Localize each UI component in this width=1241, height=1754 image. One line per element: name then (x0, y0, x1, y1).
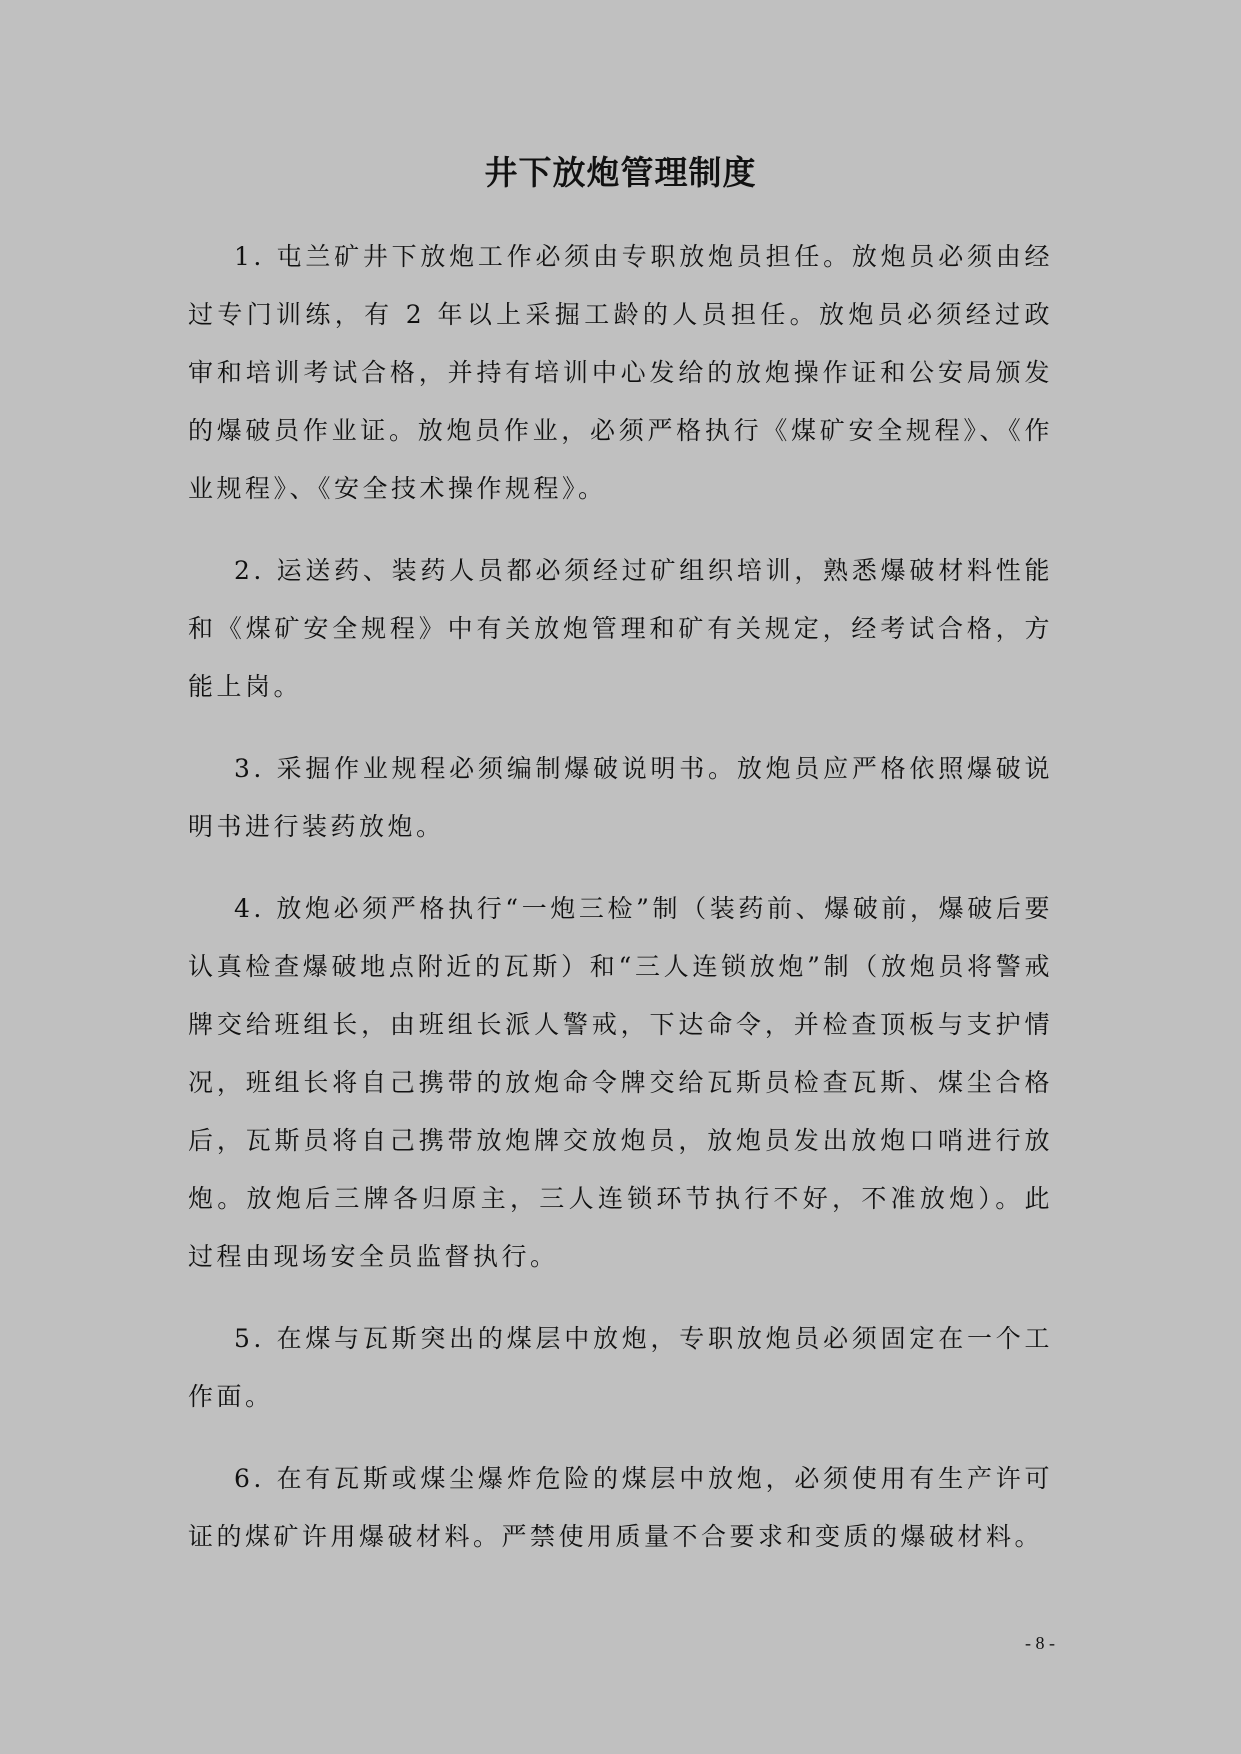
paragraph-6: 6. 在有瓦斯或煤尘爆炸危险的煤层中放炮，必须使用有生产许可证的煤矿许用爆破材料。严禁使用质量不合要求和变质的爆破材料。 (188, 1464, 1053, 1551)
paragraph-1: 1. 屯兰矿井下放炮工作必须由专职放炮员担任。放炮员必须由经过专门训练，有 2 年以上采掘工龄的人员担任。放炮员必须经过政审和培训考试合格，并持有培训中心发给的放炮操作证和公安局颁发的爆破员作业证。放炮员作业，必须严格执行《煤矿安全规程》、《作业规程》、《安全技术操作规程》。 (188, 242, 1053, 503)
page-number: - 8 - (1025, 1633, 1055, 1653)
paragraph-2: 2. 运送药、装药人员都必须经过矿组织培训，熟悉爆破材料性能和《煤矿安全规程》中有关放炮管理和矿有关规定，经考试合格，方能上岗。 (188, 556, 1053, 701)
document-body (188, 228, 1053, 1590)
document-title: 井下放炮管理制度 (484, 153, 757, 192)
paragraph-4: 4. 放炮必须严格执行“一炮三检”制（装药前、爆破前，爆破后要认真检查爆破地点附近的瓦斯）和“三人连锁放炮”制（放炮员将警戒牌交给班组长，由班组长派人警戒，下达命令，并检查顶板与支护情况，班组长将自己携带的放炮命令牌交给瓦斯员检查瓦斯、煤尘合格后，瓦斯员将自己携带放炮牌交放炮员，放炮员发出放炮口哨进行放炮。放炮后三牌各归原主，三人连锁环节执行不好，不准放炮）。此过程由现场安全员监督执行。 (188, 894, 1053, 1271)
paragraph-5: 5. 在煤与瓦斯突出的煤层中放炮，专职放炮员必须固定在一个工作面。 (188, 1324, 1053, 1411)
paragraph-3: 3. 采掘作业规程必须编制爆破说明书。放炮员应严格依照爆破说明书进行装药放炮。 (188, 754, 1053, 841)
